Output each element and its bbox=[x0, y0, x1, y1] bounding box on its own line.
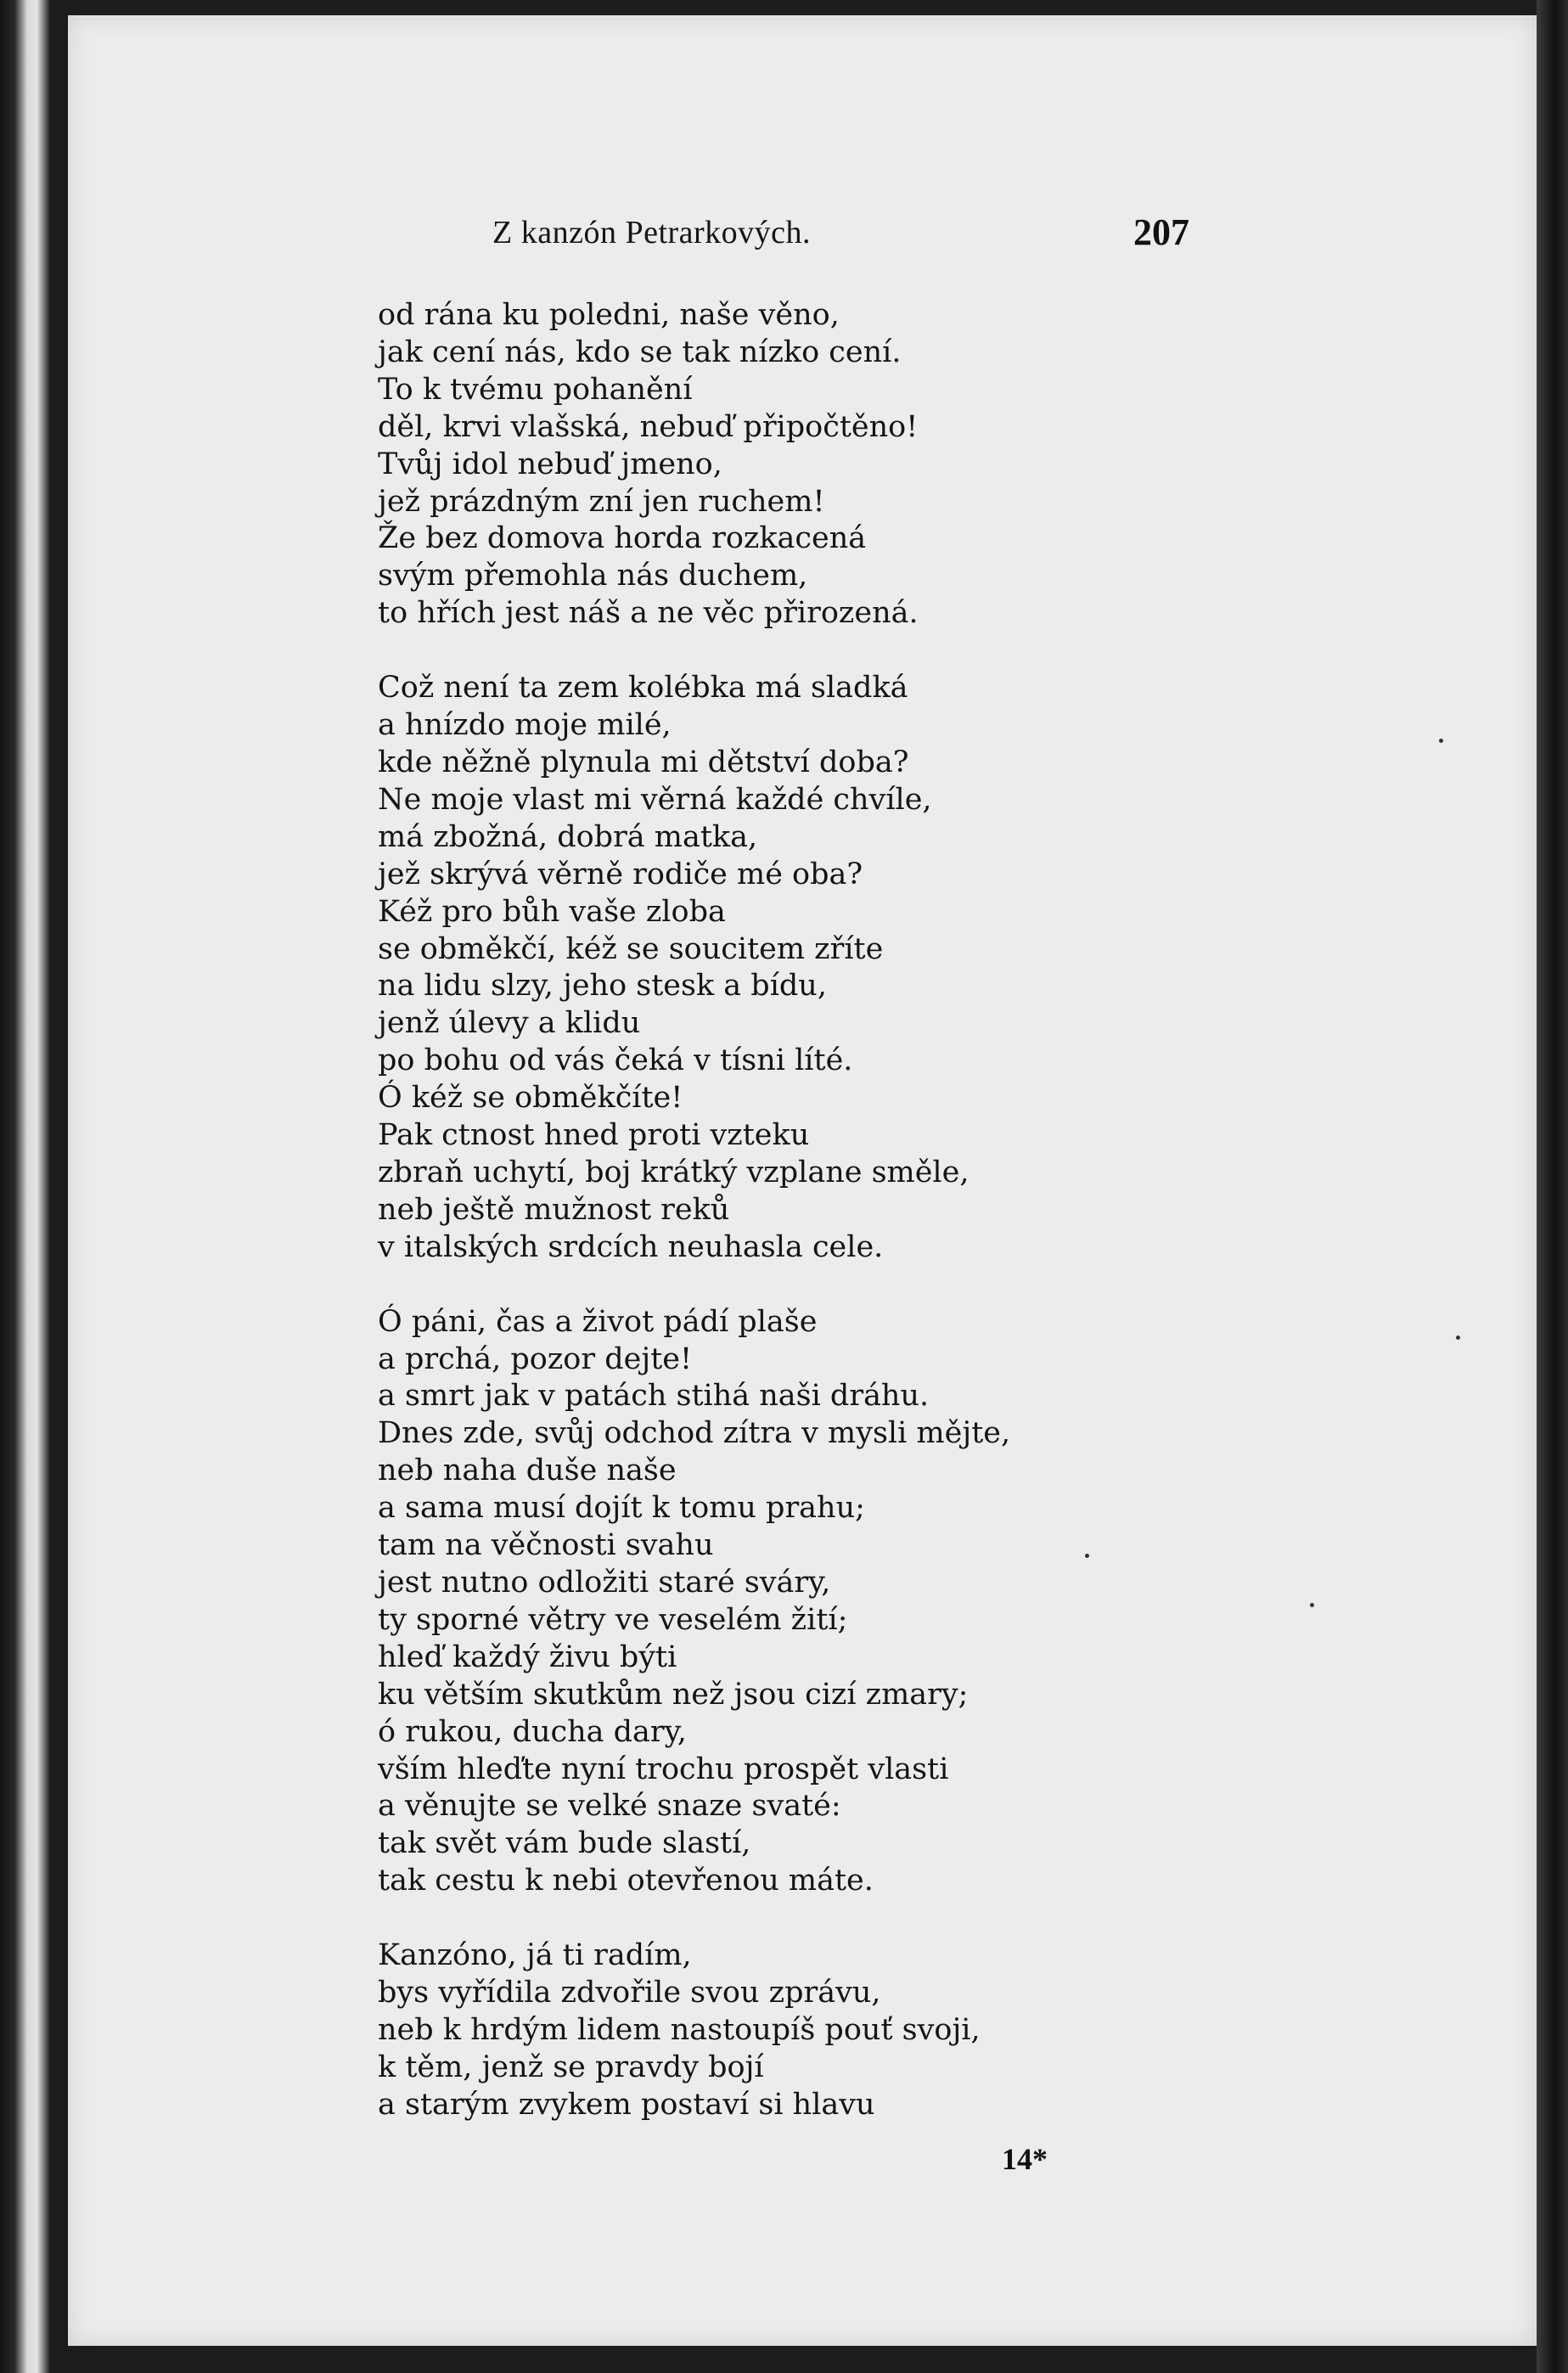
verse-line: a starým zvykem postaví si hlavu bbox=[378, 2087, 875, 2122]
verse-line: to hřích jest náš a ne věc přirozená. bbox=[378, 596, 919, 631]
stanza bbox=[378, 297, 1227, 633]
scan-left-margin bbox=[0, 0, 49, 2373]
verse-line: Což není ta zem kolébka má sladká bbox=[378, 671, 908, 706]
verse-line: a věnujte se velké snaze svaté: bbox=[378, 1789, 841, 1824]
verse-line: hleď každý živu býti bbox=[378, 1639, 677, 1674]
verse-line: má zbožná, dobrá matka, bbox=[378, 819, 758, 854]
verse-line: Kéž pro bůh vaše zloba bbox=[378, 894, 726, 929]
verse-line: tam na věčnosti svahu bbox=[378, 1528, 714, 1563]
verse-line: od rána ku poledni, naše věno, bbox=[378, 298, 840, 332]
verse-line: To k tvému pohanění bbox=[378, 372, 693, 407]
verse-line: bys vyřídila zdvořile svou zprávu, bbox=[378, 1976, 881, 2010]
verse-line: ty sporné větry ve veselém žití; bbox=[378, 1602, 848, 1637]
verse-line: po bohu od vás čeká v tísni líté. bbox=[378, 1043, 853, 1078]
verse-line: Pak ctnost hned proti vzteku bbox=[378, 1118, 810, 1153]
verse-line: a prchá, pozor dejte! bbox=[378, 1341, 693, 1376]
running-title: Z kanzón Petrarkových. bbox=[492, 215, 812, 250]
verse-line: neb ještě mužnost reků bbox=[378, 1192, 730, 1227]
verse-line: a smrt jak v patách stihá naši dráhu. bbox=[378, 1379, 930, 1414]
scan-right-margin bbox=[1537, 0, 1568, 2373]
verse-line: a hnízdo moje milé, bbox=[378, 708, 672, 743]
verse-line: vším hleďte nyní trochu prospět vlasti bbox=[378, 1752, 949, 1786]
signature-mark: 14* bbox=[1002, 2142, 1048, 2176]
verse-line: děl, krvi vlašská, nebuď připočtěno! bbox=[378, 409, 919, 444]
verse-line: ó rukou, ducha dary, bbox=[378, 1714, 687, 1749]
page-number: 207 bbox=[1133, 211, 1189, 253]
verse-line: Dnes zde, svůj odchod zítra v mysli mějte, bbox=[378, 1416, 1011, 1451]
verse-line: tak svět vám bude slastí, bbox=[378, 1826, 751, 1861]
verse-line: kde něžně plynula mi dětství doba? bbox=[378, 745, 909, 779]
verse-line: Že bez domova horda rozkacená bbox=[378, 521, 867, 556]
verse-line: zbraň uchytí, boj krátký vzplane směle, bbox=[378, 1155, 969, 1189]
verse-line: jest nutno odložiti staré sváry, bbox=[378, 1566, 831, 1600]
verse-line: a sama musí dojít k tomu prahu; bbox=[378, 1491, 865, 1526]
scan-speck bbox=[1310, 1603, 1314, 1607]
verse-line: neb k hrdým lidem nastoupíš pouť svoji, bbox=[378, 2012, 981, 2047]
stanza bbox=[378, 1304, 1227, 1901]
verse-line: Tvůj idol nebuď jmeno, bbox=[378, 447, 722, 481]
verse-line: na lidu slzy, jeho stesk a bídu, bbox=[378, 969, 827, 1004]
stanza bbox=[378, 670, 1227, 1267]
verse-line: neb naha duše naše bbox=[378, 1454, 677, 1488]
verse-line: jak cení nás, kdo se tak nízko cení. bbox=[378, 335, 902, 369]
verse-line: Ne moje vlast mi věrná každé chvíle, bbox=[378, 782, 932, 817]
verse-line: ku větším skutkům než jsou cizí zmary; bbox=[378, 1677, 969, 1712]
verse-line: svým přemohla nás duchem, bbox=[378, 559, 808, 593]
scan-speck bbox=[1085, 1554, 1089, 1558]
stanza bbox=[378, 1937, 1227, 2124]
scan-speck bbox=[1439, 739, 1443, 743]
verse-line: jež skrývá věrně rodiče mé oba? bbox=[378, 857, 863, 891]
verse-line: tak cestu k nebi otevřenou máte. bbox=[378, 1864, 874, 1898]
verse-line: se obměkčí, kéž se soucitem zříte bbox=[378, 931, 884, 966]
verse-line: v italských srdcích neuhasla cele. bbox=[378, 1229, 884, 1264]
verse-line: Ó kéž se obměkčíte! bbox=[378, 1081, 683, 1116]
poem-body bbox=[378, 297, 1227, 2162]
verse-line: Ó páni, čas a život pádí plaše bbox=[378, 1304, 818, 1339]
verse-line: k těm, jenž se pravdy bojí bbox=[378, 2050, 764, 2084]
scan-speck bbox=[1456, 1336, 1460, 1340]
verse-line: jenž úlevy a klidu bbox=[378, 1006, 641, 1041]
verse-line: Kanzóno, já ti radím, bbox=[378, 1938, 692, 1973]
verse-line: jež prázdným zní jen ruchem! bbox=[378, 484, 825, 519]
